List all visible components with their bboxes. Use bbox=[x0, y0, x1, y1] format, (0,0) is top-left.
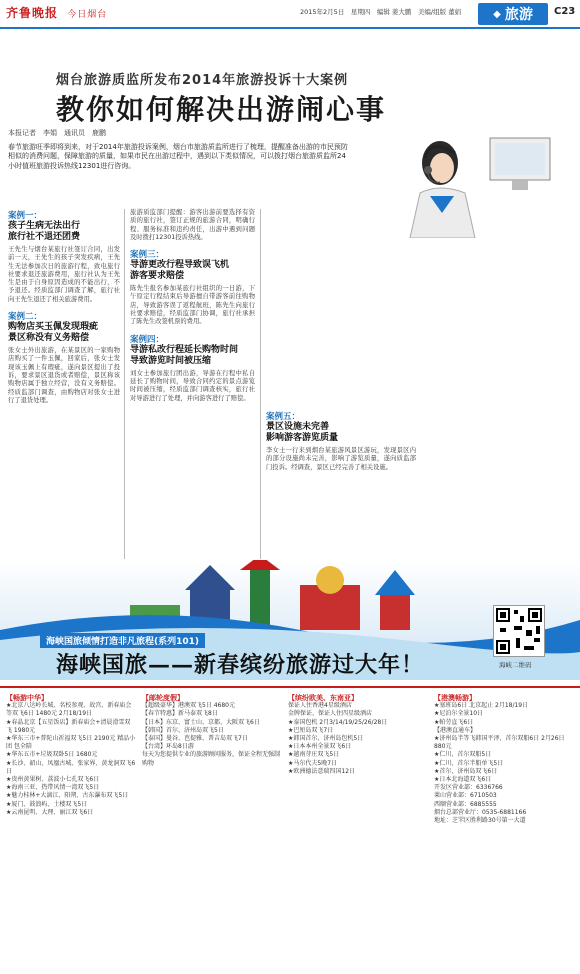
tips-text: 旅游质监部门提醒：游客出游前要选择有资质的旅行社，签订正规的旅游合同，明确行程、服务标准和违约责任，出游中遇到问题及时拨打12301投诉热线。 bbox=[130, 209, 255, 241]
tour-line: ★尼泊尔全景10日 bbox=[434, 710, 484, 718]
qr-pattern bbox=[494, 606, 544, 656]
tour-line: ★塞班岛6日 北京起止 2月18/19日 bbox=[434, 702, 529, 710]
tour-line: ★济州岛半等飞韩国平泽、首尔双船6日 2月26日 880元 bbox=[434, 735, 565, 751]
case-4-text: 刘女士参加旅行团出游，导游在行程中私自延长了购物时间，导致合同约定的景点游览时间被压缩，经质监部门调查核实，旅行社对导游进行了处理，并向游客进行了赔偿。 bbox=[130, 369, 255, 402]
tour-line: ★魅力桂林+大漓江、阳朔、古东瀑布双飞5日 bbox=[6, 792, 129, 800]
article-byline: 本报记者 李娟 通讯员 鹿鹏 bbox=[8, 129, 106, 137]
tour-line: 西顺营业部：6885555 bbox=[434, 800, 497, 808]
tour-line: 保证人住香港4星级酒店 bbox=[288, 702, 352, 710]
qr-code-icon bbox=[493, 605, 545, 657]
tour-line: ★韩国首尔、济州岛包机5日 bbox=[288, 735, 364, 743]
case-2-text: 张女士外出旅游，在某景区的一家购物店购买了一件玉佩，回家后，张女士发现该玉佩上有瑕疵，遂向景区提出了投诉，要求景区退货或者赔偿，景区称该购物店属于独立经营，没有义务赔偿。经质监部门调查，由购物店对张女士进行了退货处理。 bbox=[8, 347, 120, 404]
tour-line: ★越南芽庄双飞5日 bbox=[288, 751, 340, 759]
series-tag: 海峡国旅倾情打造非凡旅程(系列101) bbox=[40, 633, 205, 648]
dateline: 2015年2月5日 星期四 编辑 姜大鹏 美编/组版 董娟 bbox=[300, 8, 462, 16]
tour-line: ★华东五市+垃圾双卧5日 1680元 bbox=[6, 751, 98, 759]
operator-illustration bbox=[370, 118, 575, 238]
tour-line: 地址：芝罘区胜利路30号第一大道 bbox=[434, 817, 526, 825]
tour-line: 【台湾】环岛8日游 bbox=[142, 743, 194, 751]
tour-line: ★巴厘岛双飞7日 bbox=[288, 726, 334, 734]
map-pin-icon: ◆ bbox=[493, 8, 501, 20]
tour-line: ★长沙、韶山、凤凰古城、张家界、黄龙洞双飞6日 bbox=[6, 759, 136, 775]
section-label: 旅游 bbox=[504, 7, 533, 23]
tour-line: ★帕劳直飞6日 bbox=[434, 718, 474, 726]
page-code: C23 bbox=[554, 6, 576, 17]
case-2-label: 案例二： bbox=[8, 312, 43, 323]
tour-line: ★首尔、济州岛双飞6日 bbox=[434, 767, 498, 775]
tour-line: 【港澳直通车】 bbox=[434, 726, 477, 734]
tour-line: 【春节特惠】新马泰双飞8日 bbox=[142, 710, 218, 718]
masthead-edition: 今日烟台 bbox=[67, 10, 108, 20]
column-divider bbox=[260, 209, 261, 559]
tour-line: 莱山营业部：6710503 bbox=[434, 792, 497, 800]
tour-col2-header: 【邮轮度假】 bbox=[142, 694, 184, 702]
case-2-title: 购物店买玉佩发现瑕疵 景区称没有义务赔偿 bbox=[8, 322, 99, 344]
tour-column-2 bbox=[142, 694, 282, 969]
tour-column-3 bbox=[288, 694, 428, 969]
tour-line: ★马尔代夫5晚7日 bbox=[288, 759, 338, 767]
tour-line: 每天为您提供专业的旅游顾问服务，保证全程无强制购物 bbox=[142, 751, 281, 767]
case-1-title: 孩子生病无法出行 旅行社不退还团费 bbox=[8, 221, 81, 242]
section-tab bbox=[478, 3, 548, 25]
tour-line: ★仁川、首尔半船单飞5日 bbox=[434, 759, 504, 767]
tour-line: 【泰国】曼谷、芭提雅、普吉岛双飞7日 bbox=[142, 735, 248, 743]
tour-line: 金牌保证、保证人住四星级酒店 bbox=[288, 710, 373, 718]
column-divider bbox=[124, 209, 125, 559]
article-lead: 春节旅游旺季即将到来，对于2014年旅游投诉案例，烟台市旅游质监所进行了梳理，提醒准备出游的市民预防相似的消费问题，保障旅游的质量，如果市民在出游过程中，遇到以下类似情况，可以拨打烟台旅游质监所24小时值班旅游投诉热线12301进行咨询。 bbox=[8, 143, 348, 170]
case-1-label: 案例一： bbox=[8, 211, 43, 221]
case-4-label: 案例四： bbox=[130, 334, 165, 345]
case-3-label: 案例三： bbox=[130, 250, 165, 261]
tour-line: 【韩国】首尔、济州岛双飞5日 bbox=[142, 726, 224, 734]
tour-line: 开发区营业部：6336766 bbox=[434, 784, 503, 792]
promo-divider bbox=[0, 686, 580, 688]
tour-line: ★华东三市+普陀山祈福双飞5日 2190元 精品小团 包全陪 bbox=[6, 735, 136, 751]
tour-line: ★仁川、首尔双船5日 bbox=[434, 751, 492, 759]
tour-line: ★春晶北京【五星饭店】新春庙会+清晨滑雪双飞 1980元 bbox=[6, 718, 131, 734]
column-3 bbox=[266, 240, 416, 472]
case-1-text: 王先生与烟台某旅行社签订合同，出发前一天，王先生的孩子突发疾病，王先生无法参加次日的旅游行程，致电旅行社要求退还旅游费用，旅行社认为王先生是由于自身原因造成的不能出行，不予退还。经质监部门调查了解，旅行社向王先生退还了相关旅游费用。 bbox=[8, 246, 120, 303]
tour-col3-header: 【缤纷欧美、东南亚】 bbox=[288, 694, 358, 702]
tour-line: 【日本】东京、富士山、京都、大阪双飞6日 bbox=[142, 718, 260, 726]
top-divider bbox=[0, 27, 580, 29]
tour-line: ★日本北海道双飞6日 bbox=[434, 776, 492, 784]
promo-headline: 海峡国旅——新春缤纷旅游过大年！ bbox=[56, 652, 425, 678]
case-3-title: 导游更改行程导致误飞机 游客要求赔偿 bbox=[130, 260, 230, 282]
tour-line: 烟台总部营业厅：0535-6881166 bbox=[434, 808, 527, 816]
tour-col4-header: 【港澳畅游】 bbox=[434, 694, 476, 702]
column-2 bbox=[130, 209, 255, 403]
qr-caption: 海峡二维码 bbox=[499, 661, 532, 669]
tour-column-4 bbox=[434, 694, 574, 969]
tour-line: ★厦门、鼓浪屿、土楼双飞5日 bbox=[6, 800, 88, 808]
tour-line: ★泰国包机 2月3/14/19/25/26/28日 bbox=[288, 718, 388, 726]
case-5-text: 李女士一行来到烟台某旅游风景区游玩，发现景区内的部分设施尚未完善，影响了游览质量，遂向质监部门投诉。经调查，景区已经完善了相关设施。 bbox=[266, 447, 416, 471]
tour-line: ★日本本州全景双飞6日 bbox=[288, 743, 352, 751]
column-1 bbox=[8, 209, 120, 405]
case-4-title: 导游私改行程延长购物时间 导致游览时间被压缩 bbox=[130, 344, 239, 366]
article-kicker: 烟台旅游质监所发布2014年旅游投诉十大案例 bbox=[56, 73, 349, 88]
tour-line: ★欧洲德法意瑞四国12日 bbox=[288, 767, 356, 775]
tour-column-1 bbox=[6, 694, 136, 969]
tour-line: ★云南昆明、大理、丽江双飞6日 bbox=[6, 808, 94, 816]
tour-col1-header: 【畅游中华】 bbox=[6, 694, 48, 702]
article-headline: 教你如何解决出游闹心事 bbox=[56, 93, 387, 126]
case-3-text: 陈先生报名参加某旅行社组织的一日游，下午原定行程结束后导游擅自带游客前往购物店，导致游客误了返程航班，陈先生向旅行社要求赔偿，经质监部门协调，旅行社承担了陈先生改签机票的费用。 bbox=[130, 285, 255, 326]
tour-line: 【超级豪华】港澳双飞5日 4680元 bbox=[142, 702, 235, 710]
masthead-name: 齐鲁晚报 bbox=[6, 6, 59, 20]
case-5-title: 景区设施未完善 影响游客游览质量 bbox=[266, 422, 339, 443]
tour-line: ★北京八达岭长城、名校参观、故宫、新春庙会等双飞6日 1480元 2月18/19日 bbox=[6, 702, 132, 718]
tour-line: ★海南三亚、热带风情一湾双飞5日 bbox=[6, 784, 100, 792]
case-5-label: 案例五： bbox=[266, 412, 301, 422]
masthead bbox=[6, 4, 107, 21]
tour-line: ★贵州黄果树、荔波小七孔双飞6日 bbox=[6, 776, 100, 784]
